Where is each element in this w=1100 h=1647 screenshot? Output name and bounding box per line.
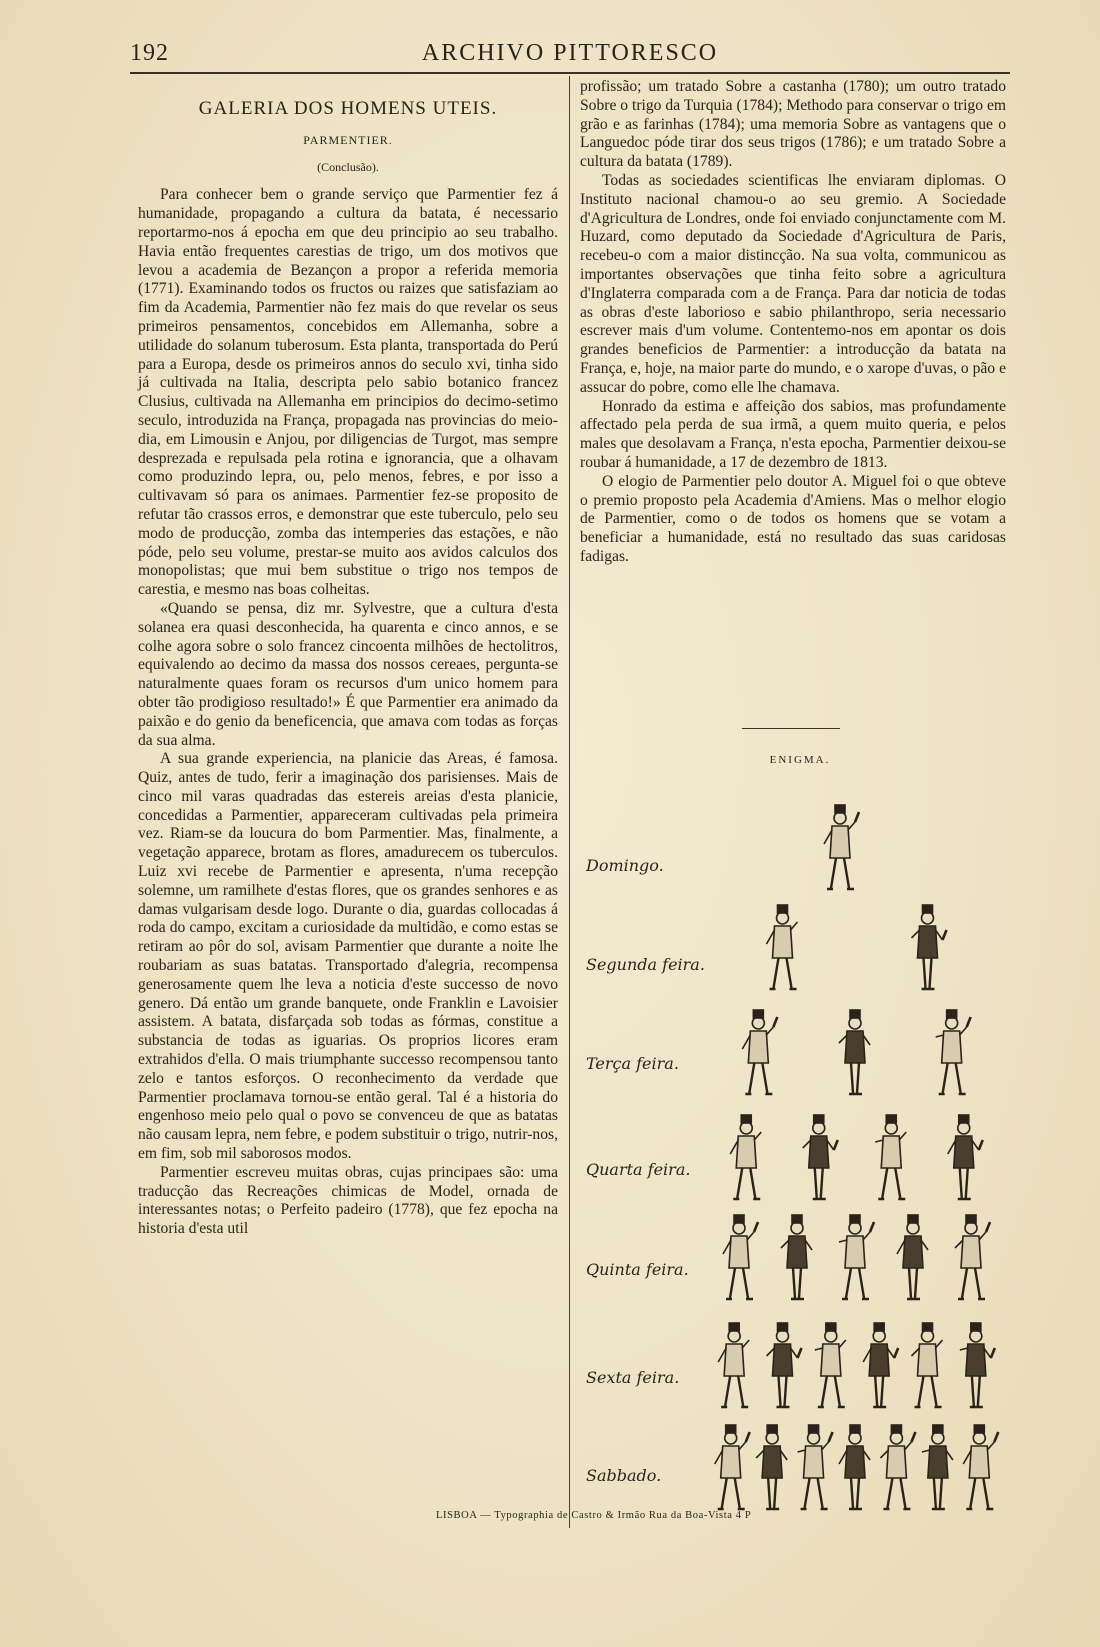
figure bbox=[897, 1215, 928, 1299]
figure-row-4 bbox=[700, 1110, 1000, 1208]
figure bbox=[781, 1215, 812, 1299]
figure-row-5 bbox=[700, 1210, 1000, 1308]
article-note: (Conclusão). bbox=[317, 159, 379, 174]
figure bbox=[839, 1215, 874, 1299]
article-title: GALERIA DOS HOMENS UTEIS. bbox=[198, 98, 498, 119]
figure bbox=[912, 1323, 943, 1407]
figure bbox=[963, 1425, 998, 1509]
paragraph-6: Todas as sociedades scientificas lhe enviaram diplomas. O Instituto nacional chamou-o ao seu gremio. A Sociedade d'Agricultura de Londres, onde foi enviado conjunctamente com M. Huzard, como deputado da Sociedade d'Agricultura de Paris, recebeu-o com a maior distincção. Na sua volta, communicou as importantes observações que tinha feito sobre a agricultura d'Inglaterra comparada com a de França. Para dar noticia de todas as obras d'este laborioso e sabio philanthropo, seria necessario escrever mais d'um volume. Contentemo-nos em apontar os dois grandes beneficios de Parmentier: a introducção da batata na França, e, hoje, na maior parte do mundo, e o xarope d'uvas, o pão e assucar do pobre, como elle lhe chamava. bbox=[580, 171, 1006, 396]
figure bbox=[960, 1323, 995, 1407]
header-rule bbox=[130, 72, 1010, 74]
right-column bbox=[580, 78, 1006, 567]
paragraph-7: Honrado da estima e affeição dos sabios, mas profundamente affectado pela perda de sua irmã, a quem muito queria, e pelos males que desolavam a França, n'esta epocha, Parmentier deixou-se roubar á humanidade, a 17 de dezembro de 1813. bbox=[580, 397, 1006, 471]
day-label-sabbado: Sabbado. bbox=[586, 1466, 662, 1485]
figure bbox=[767, 1323, 802, 1407]
figure-row-1 bbox=[700, 800, 1000, 898]
figure bbox=[756, 1425, 787, 1509]
paragraph-8: O elogio de Parmentier pelo doutor A. Miguel foi o que obteve o premio proposto pela Academia d'Amiens. Mas o melhor elogio de Parmentier, como o de todos os homens que se votam a beneficiar a humanidade, está no resultado das suas caridosas fadigas. bbox=[580, 472, 1006, 565]
figure bbox=[715, 1425, 750, 1509]
figure bbox=[839, 1010, 870, 1094]
figure bbox=[955, 1215, 990, 1299]
paragraph-2: «Quando se pensa, diz mr. Sylvestre, que a cultura d'esta solanea era quasi desconhecida, ha quarenta e cinco annos, e se colhe agora sobre o solo francez cincoenta milhões de hectolitros, equivalendo ao decimo da massa dos nossos cereaes, pergunta-se naturalmente quaes foram os recursos d'um unico homem para obter tão prodigioso resultado!» É que Parmentier era animado da paixão e do genio da beneficencia, que amava com todas as forças da sua alma. bbox=[138, 599, 558, 749]
figure bbox=[767, 905, 798, 989]
figure-row-7 bbox=[700, 1420, 1000, 1518]
paragraph-4: Parmentier escreveu muitas obras, cujas principaes são: uma traducção das Recreações chimicas de Model, ornada de interessantes notas; o Perfeito padeiro (1778), que fez epocha na historia d'esta util bbox=[138, 1163, 558, 1238]
figure bbox=[824, 805, 859, 889]
day-label-domingo: Domingo. bbox=[586, 856, 664, 875]
paragraph-5: profissão; um tratado Sobre a castanha (1780); um outro tratado Sobre o trigo da Turquia (1784); Methodo para conservar o trigo em grão e as farinhas (1784); uma memoria Sobre as vantagens que o Languedoc póde tirar dos seus trigos (1786); e um tratado Sobre a cultura da batata (1789). bbox=[580, 78, 1006, 171]
figure bbox=[798, 1425, 833, 1509]
paragraph-3: A sua grande experiencia, na planicie das Areas, é famosa. Quiz, antes de tudo, ferir a imaginação dos parisienses. Mais de cinco mil varas quadradas das estereis areias d'esta planicie, concedidas a Parmentier, appareceram cultivadas pela primeira vez. Riam-se da loucura do bom Parmentier. Mas, finalmente, a vegetação apparece, brotam as flores, amadurecem os tuberculos. Luiz xvi recebe de Parmentier e apresenta, n'uma recepção solemne, um ramilhete d'estas flores, que os grandes senhores e as damas vulgarisam desde logo. Durante o dia, guardas collocadas á roda do campo, excitam a curiosidade da multidão, e como estas se retiram ao pôr do sol, avisam Parmentier que durante a noite lhe roubariam as suas batatas. Transportado d'alegria, recompensa generosamente quem lhe leva a noticia d'este successo de novo genero. Dá então um grande banquete, onde Franklin e Lavoisier assistem. A batata, disfarçada sob todas as fórmas, constitue a substancia de todas as iguarias. Os proprios licores eram extrahidos d'ella. O mais triumphante successo recompensou tanto zelo e tantos esforços. O reconhecimento da verdade que Parmentier proclamava tornou-se então geral. Tal é a historia do engenhoso meio pelo qual o povo se convenceu de que as batatas não causam lepra, nem febre, e podem substituir o trigo, nutrir-nos, em fim, sob mil saborosos modos. bbox=[138, 750, 558, 1163]
figure bbox=[863, 1323, 898, 1407]
page-number: 192 bbox=[130, 40, 169, 66]
figure bbox=[912, 905, 947, 989]
figure bbox=[742, 1010, 777, 1094]
section-rule bbox=[742, 728, 840, 729]
figure-row-2 bbox=[700, 900, 1000, 998]
figure-row-3 bbox=[700, 1005, 1000, 1103]
column-divider bbox=[569, 76, 570, 1528]
day-label-quarta: Quarta feira. bbox=[586, 1160, 691, 1179]
page-header bbox=[130, 36, 1010, 72]
figure bbox=[875, 1115, 906, 1199]
left-column bbox=[138, 96, 558, 1239]
figure bbox=[718, 1323, 749, 1407]
article-subject: PARMENTIER. bbox=[303, 132, 393, 147]
paragraph-1: Para conhecer bem o grande serviço que Parmentier fez á humanidade, propagando a cultura da batata, é necessario reportarmo-nos á epocha em que deu principio ao seu trabalho. Havia então frequentes carestias de trigo, um dos motivos que levou a academia de Bezançon a propor a referida memoria (1771). Examinando todos os fructos ou raizes que satisfaziam ao fim da Academia, Parmentier não fez mais do que revelar os seus primeiros pensamentos, concebidos em Allemanha, sobre a utilidade do solanum tuberosum. Esta planta, transportada do Perú para a Europa, desde os primeiros annos do seculo xvi, tinha sido já cultivada na Italia, descripta pelo sabio botanico francez Clusius, cultivada na Allemanha em principios do decimo-setimo seculo, introduzida na França, propagada nas provincias do meio-dia, em Limousin e Anjou, por diligencias de Turgot, mas sempre desprezada e repulsada pela rotina e ignorancia, que a olhavam como produzindo lepra, ou, pelo menos, febres, e por isso a cultivavam só para os animaes. Parmentier fez-se proposito de refutar tão crassos erros, e demonstrar que este tuberculo, pelo seu modo de producção, zomba das intemperies das estações, e não póde, pelo seu volume, prestar-se muito aos avidos calculos dos monopolistas; que mui bem substitue o trigo nos tempos de carestia, e mesmo nas boas colheitas. bbox=[138, 186, 558, 599]
figure bbox=[839, 1425, 870, 1509]
day-label-segunda: Segunda feira. bbox=[586, 955, 705, 974]
figure bbox=[922, 1425, 953, 1509]
figure bbox=[815, 1323, 846, 1407]
day-label-quinta: Quinta feira. bbox=[586, 1260, 689, 1279]
figure bbox=[880, 1425, 915, 1509]
figure bbox=[936, 1010, 971, 1094]
figure-row-6 bbox=[700, 1318, 1000, 1416]
imprint: LISBOA — Typographia de Castro & Irmão Rua da Boa-Vista 4 P bbox=[436, 1510, 752, 1521]
figure bbox=[803, 1115, 838, 1199]
enigma-title: ENIGMA. bbox=[769, 754, 831, 766]
day-label-sexta: Sexta feira. bbox=[586, 1368, 680, 1387]
figure bbox=[723, 1215, 758, 1299]
day-label-terca: Terça feira. bbox=[586, 1054, 679, 1073]
figure bbox=[948, 1115, 983, 1199]
running-title: ARCHIVO PITTORESCO bbox=[421, 40, 719, 66]
figure bbox=[730, 1115, 761, 1199]
